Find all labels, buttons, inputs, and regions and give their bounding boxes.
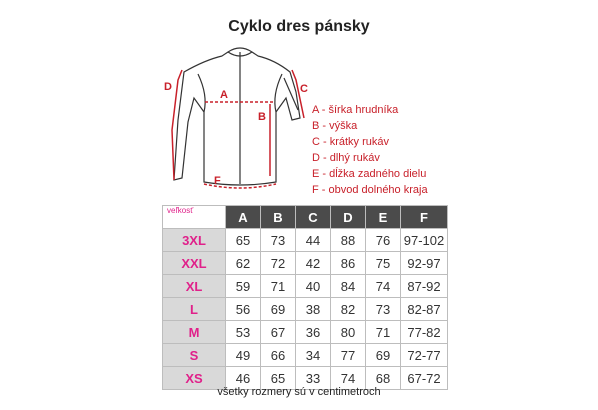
table-cell: 38: [296, 298, 331, 321]
table-cell: 80: [331, 321, 366, 344]
table-cell: 77: [331, 344, 366, 367]
table-cell: 65: [261, 367, 296, 390]
size-label: XS: [163, 367, 226, 390]
table-cell: 75: [366, 252, 401, 275]
table-cell: 42: [296, 252, 331, 275]
legend: [312, 102, 428, 198]
table-cell: 33: [296, 367, 331, 390]
label-c: C: [300, 83, 308, 95]
table-cell: 49: [226, 344, 261, 367]
table-cell: 44: [296, 229, 331, 252]
page-title: Cyklo dres pánsky: [228, 18, 370, 35]
column-header: C: [296, 206, 331, 229]
table-row: [163, 229, 448, 252]
table-cell: 71: [366, 321, 401, 344]
table-cell: 59: [226, 275, 261, 298]
legend-item: C - krátky rukáv: [312, 136, 390, 148]
table-cell: 67-72: [401, 367, 448, 390]
table-row: [163, 298, 448, 321]
table-cell: 77-82: [401, 321, 448, 344]
column-header: B: [261, 206, 296, 229]
dimension-lines: [172, 70, 304, 188]
legend-item: A - šírka hrudníka: [312, 104, 399, 116]
jersey-outline: [174, 48, 300, 185]
table-cell: 68: [366, 367, 401, 390]
table-cell: 71: [261, 275, 296, 298]
table-cell: 92-97: [401, 252, 448, 275]
table-cell: 72-77: [401, 344, 448, 367]
table-cell: 73: [261, 229, 296, 252]
table-row: [163, 275, 448, 298]
size-label: XXL: [163, 252, 226, 275]
legend-item: F - obvod dolného kraja: [312, 184, 428, 196]
table-cell: 72: [261, 252, 296, 275]
table-cell: 97-102: [401, 229, 448, 252]
table-header-row: [163, 206, 448, 229]
table-cell: 53: [226, 321, 261, 344]
table-cell: 65: [226, 229, 261, 252]
table-cell: 66: [261, 344, 296, 367]
column-header: E: [366, 206, 401, 229]
table-cell: 40: [296, 275, 331, 298]
footnote: všetky rozmery sú v centimetroch: [217, 386, 381, 398]
legend-item: E - dĺžka zadného dielu: [312, 168, 427, 180]
table-cell: 84: [331, 275, 366, 298]
table-cell: 88: [331, 229, 366, 252]
label-a: A: [220, 89, 228, 101]
corner-label: veľkosť: [163, 206, 226, 229]
label-d: D: [164, 81, 172, 93]
label-b: B: [258, 111, 266, 123]
table-cell: 36: [296, 321, 331, 344]
table-cell: 67: [261, 321, 296, 344]
table-cell: 69: [366, 344, 401, 367]
legend-item: B - výška: [312, 120, 358, 132]
table-cell: 62: [226, 252, 261, 275]
table-cell: 74: [331, 367, 366, 390]
column-header: D: [331, 206, 366, 229]
label-f: F: [214, 175, 221, 187]
size-label: 3XL: [163, 229, 226, 252]
table-cell: 76: [366, 229, 401, 252]
size-label: M: [163, 321, 226, 344]
table-cell: 74: [366, 275, 401, 298]
table-cell: 87-92: [401, 275, 448, 298]
table-row: [163, 344, 448, 367]
size-label: L: [163, 298, 226, 321]
size-label: S: [163, 344, 226, 367]
size-table: [162, 205, 448, 390]
table-cell: 82: [331, 298, 366, 321]
size-label: XL: [163, 275, 226, 298]
table-cell: 82-87: [401, 298, 448, 321]
table-cell: 56: [226, 298, 261, 321]
column-header: F: [401, 206, 448, 229]
table-cell: 86: [331, 252, 366, 275]
table-row: [163, 252, 448, 275]
table-cell: 73: [366, 298, 401, 321]
table-cell: 46: [226, 367, 261, 390]
table-cell: 69: [261, 298, 296, 321]
jersey-diagram: [0, 0, 598, 200]
table-cell: 34: [296, 344, 331, 367]
legend-item: D - dlhý rukáv: [312, 152, 380, 164]
column-header: A: [226, 206, 261, 229]
table-row: [163, 321, 448, 344]
